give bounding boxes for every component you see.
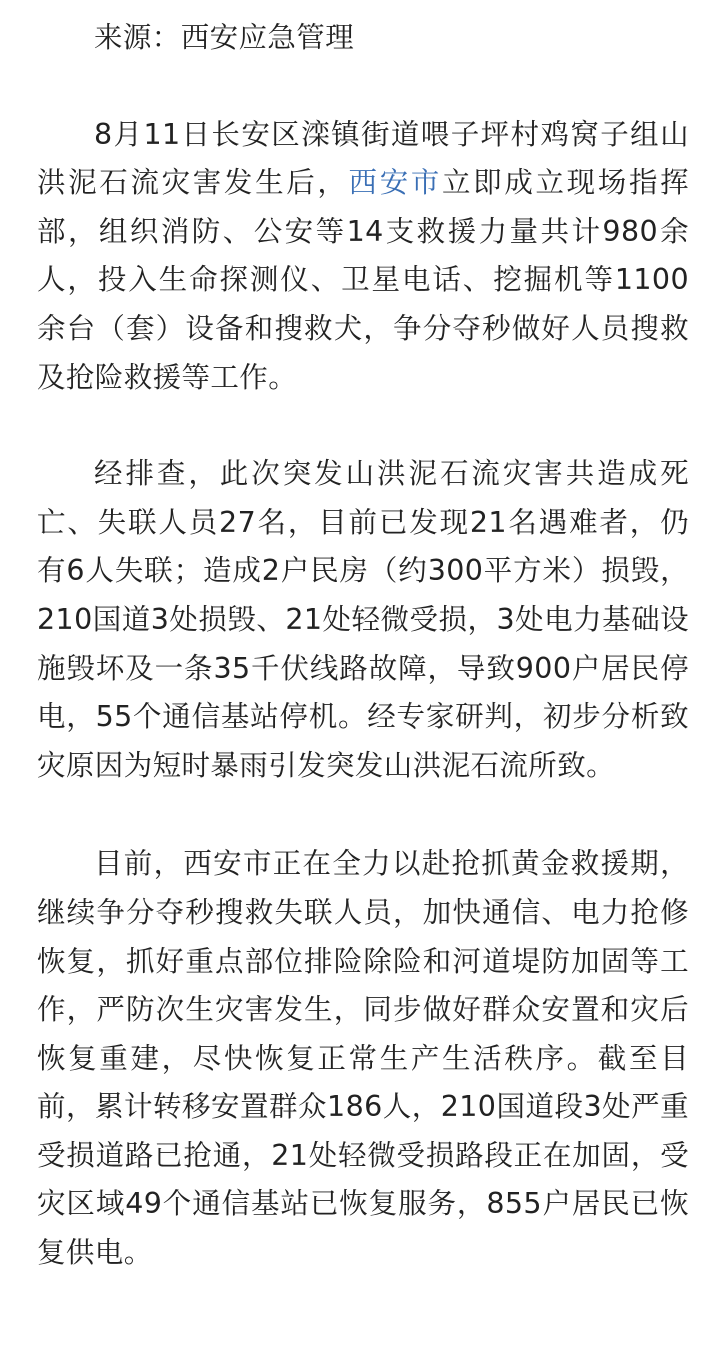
paragraph-2: 经排查，此次突发山洪泥石流灾害共造成死亡、失联人员27名，目前已发现21名遇难者，仍有6人失联；造成2户民房（约300平方米）损毁，210国道3处损毁、21处轻微受损，3处电力基础设施毁坏及一条35千伏线路故障，导致900户居民停电，55个通信基站停机。经专家研判，初步分析致灾原因为短时暴雨引发突发山洪泥石流所致。 [37,457,689,782]
paragraph-1 [37,111,689,403]
paragraph-1-text-after-link: 立即成立现场指挥部，组织消防、公安等14支救援力量共计980余人，投入生命探测仪、卫星电话、挖掘机等1100余台（套）设备和搜救犬，争分夺秒做好人员搜救及抢险救援等工作。 [37,166,689,394]
paragraph-1-text-before-link: 8月11日长安区滦镇街道喂子坪村鸡窝子组山洪泥石流灾害发生后， [37,117,689,200]
article-body [37,14,689,1278]
paragraph-3: 目前，西安市正在全力以赴抢抓黄金救援期，继续争分夺秒搜救失联人员，加快通信、电力抢修恢复，抓好重点部位排险除险和河道堤防加固等工作，严防次生灾害发生，同步做好群众安置和灾后恢复重建，尽快恢复正常生产生活秩序。截至目前，累计转移安置群众186人，210国道段3处严重受损道路已抢通，21处轻微受损路段正在加固，受灾区域49个通信基站已恢复服务，855户居民已恢复供电。 [37,847,689,1270]
xian-city-link[interactable]: 西安市 [348,166,443,200]
article-source: 来源：西安应急管理 [94,21,355,54]
